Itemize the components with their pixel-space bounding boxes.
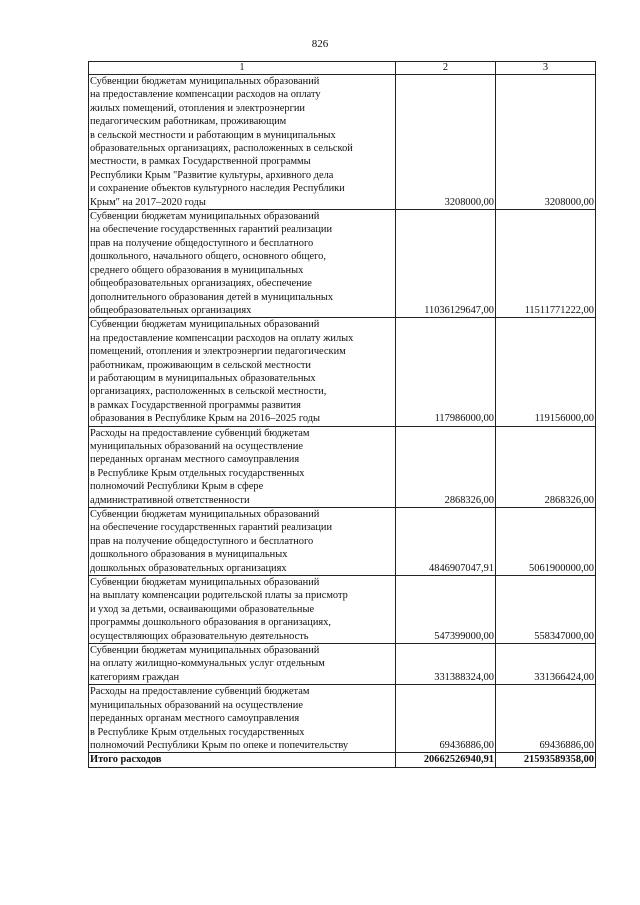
description-line: образовательных организациях, расположенных в сельской — [90, 143, 353, 155]
amount-column-2: 11036129647,00 — [396, 210, 496, 318]
description-line: Расходы на предоставление субвенций бюджетам — [90, 427, 310, 439]
amount-column-3: 5061900000,00 — [496, 508, 596, 576]
total-row — [89, 753, 596, 767]
amount-column-3: 331366424,00 — [496, 644, 596, 685]
column-header-3: 3 — [496, 62, 596, 75]
amount-column-2: 117986000,00 — [396, 318, 496, 426]
description-line: и уход за детьми, осваивающими образовательные — [90, 603, 315, 615]
description-line: Республики Крым "Развитие культуры, архивного дела — [90, 169, 334, 181]
page-number: 826 — [311, 38, 329, 50]
description-line: муниципальных образований на осуществление — [90, 440, 303, 452]
description-line: помещений, отопления и электроэнергии педагогическим — [90, 346, 346, 358]
description-line: Субвенции бюджетам муниципальных образований — [90, 76, 320, 87]
description-line: работникам, проживающим в сельской местности — [90, 359, 311, 371]
description-line: местности, в рамках Государственной программы — [90, 156, 311, 168]
column-header-2: 2 — [396, 62, 496, 75]
amount-column-3: 3208000,00 — [496, 75, 596, 210]
description-line: Крым" на 2017–2020 годы — [90, 196, 206, 208]
amount-column-3: 69436886,00 — [496, 685, 596, 753]
table-header-row — [89, 62, 596, 75]
total-amount-column-3: 21593589358,00 — [496, 753, 596, 767]
description-line: в Республике Крым отдельных государственных — [90, 726, 305, 738]
description-line: на предоставление компенсации расходов на оплату жилых — [90, 332, 354, 344]
description-line: жилых помещений, отопления и электроэнергии — [90, 102, 305, 114]
expense-description — [89, 426, 396, 507]
amount-column-2: 2868326,00 — [396, 426, 496, 507]
expense-description — [89, 318, 396, 426]
amount-column-2: 547399000,00 — [396, 576, 496, 644]
expense-description — [89, 685, 396, 753]
description-line: полномочий Республики Крым по опеке и попечительству — [90, 739, 349, 751]
table-row — [89, 75, 596, 210]
table-row — [89, 210, 596, 318]
description-line: дошкольного образования в муниципальных — [90, 549, 288, 561]
amount-column-3: 11511771222,00 — [496, 210, 596, 318]
amount-column-3: 119156000,00 — [496, 318, 596, 426]
description-line: на предоставление компенсации расходов на оплату — [90, 89, 321, 101]
description-line: прав на получение общедоступного и бесплатного — [90, 237, 314, 249]
expense-description — [89, 75, 396, 210]
expense-description — [89, 508, 396, 576]
description-line: общеобразовательных организациях, обеспечение — [90, 278, 312, 290]
description-line: педагогическим работникам, проживающим — [90, 116, 287, 128]
amount-column-2: 69436886,00 — [396, 685, 496, 753]
description-line: переданных органам местного самоуправления — [90, 454, 300, 466]
table-row — [89, 318, 596, 426]
description-line: в рамках Государственной программы развития — [90, 399, 301, 411]
description-line: на оплату жилищно-коммунальных услуг отдельным — [90, 658, 325, 670]
total-label: Итого расходов — [89, 753, 396, 767]
description-line: дополнительного образования детей в муниципальных — [90, 291, 334, 303]
description-line: прав на получение общедоступного и бесплатного — [90, 535, 314, 547]
table-body — [89, 75, 596, 768]
description-line: дошкольных образовательных организациях — [90, 562, 287, 574]
table-row — [89, 508, 596, 576]
description-line: Субвенции бюджетам муниципальных образований — [90, 509, 320, 520]
description-line: Субвенции бюджетам муниципальных образований — [90, 645, 320, 657]
description-line: категориям граждан — [90, 671, 179, 683]
amount-column-2: 3208000,00 — [396, 75, 496, 210]
description-line: в Республике Крым отдельных государственных — [90, 467, 305, 479]
description-line: и работающим в муниципальных образовательных — [90, 372, 316, 384]
amount-column-3: 558347000,00 — [496, 576, 596, 644]
description-line: дошкольного, начального общего, основного общего, — [90, 251, 326, 263]
description-line: переданных органам местного самоуправления — [90, 713, 300, 725]
description-line: организациях, расположенных в сельской местности, — [90, 386, 327, 398]
table-row — [89, 685, 596, 753]
total-amount-column-2: 20662526940,91 — [396, 753, 496, 767]
description-line: Субвенции бюджетам муниципальных образований — [90, 319, 320, 331]
description-line: на обеспечение государственных гарантий реализации — [90, 522, 333, 534]
description-line: образования в Республике Крым на 2016–2025 годы — [90, 413, 320, 425]
expense-description — [89, 644, 396, 685]
table-row — [89, 644, 596, 685]
description-line: среднего общего образования в муниципальных — [90, 264, 304, 276]
description-line: в сельской местности и работающим в муниципальных — [90, 129, 336, 141]
description-line: Расходы на предоставление субвенций бюджетам — [90, 686, 310, 698]
description-line: административной ответственности — [90, 494, 250, 506]
expense-description — [89, 576, 396, 644]
description-line: на выплату компенсации родительской платы за присмотр — [90, 590, 348, 602]
description-line: осуществляющих образовательную деятельность — [90, 630, 309, 642]
amount-column-2: 331388324,00 — [396, 644, 496, 685]
description-line: на обеспечение государственных гарантий реализации — [90, 224, 333, 236]
description-line: программы дошкольного образования в организациях, — [90, 617, 331, 629]
description-line: и сохранение объектов культурного наследия Республики — [90, 183, 345, 195]
table-row — [89, 426, 596, 507]
description-line: общеобразовательных организациях — [90, 304, 252, 316]
amount-column-2: 4846907047,91 — [396, 508, 496, 576]
description-line: Субвенции бюджетам муниципальных образований — [90, 211, 320, 223]
description-line: полномочий Республики Крым в сфере — [90, 481, 264, 493]
description-line: Субвенции бюджетам муниципальных образований — [90, 577, 320, 589]
budget-table — [88, 61, 596, 768]
description-line: муниципальных образований на осуществление — [90, 699, 303, 711]
column-header-1: 1 — [89, 62, 396, 75]
expense-description — [89, 210, 396, 318]
amount-column-3: 2868326,00 — [496, 426, 596, 507]
table-row — [89, 576, 596, 644]
